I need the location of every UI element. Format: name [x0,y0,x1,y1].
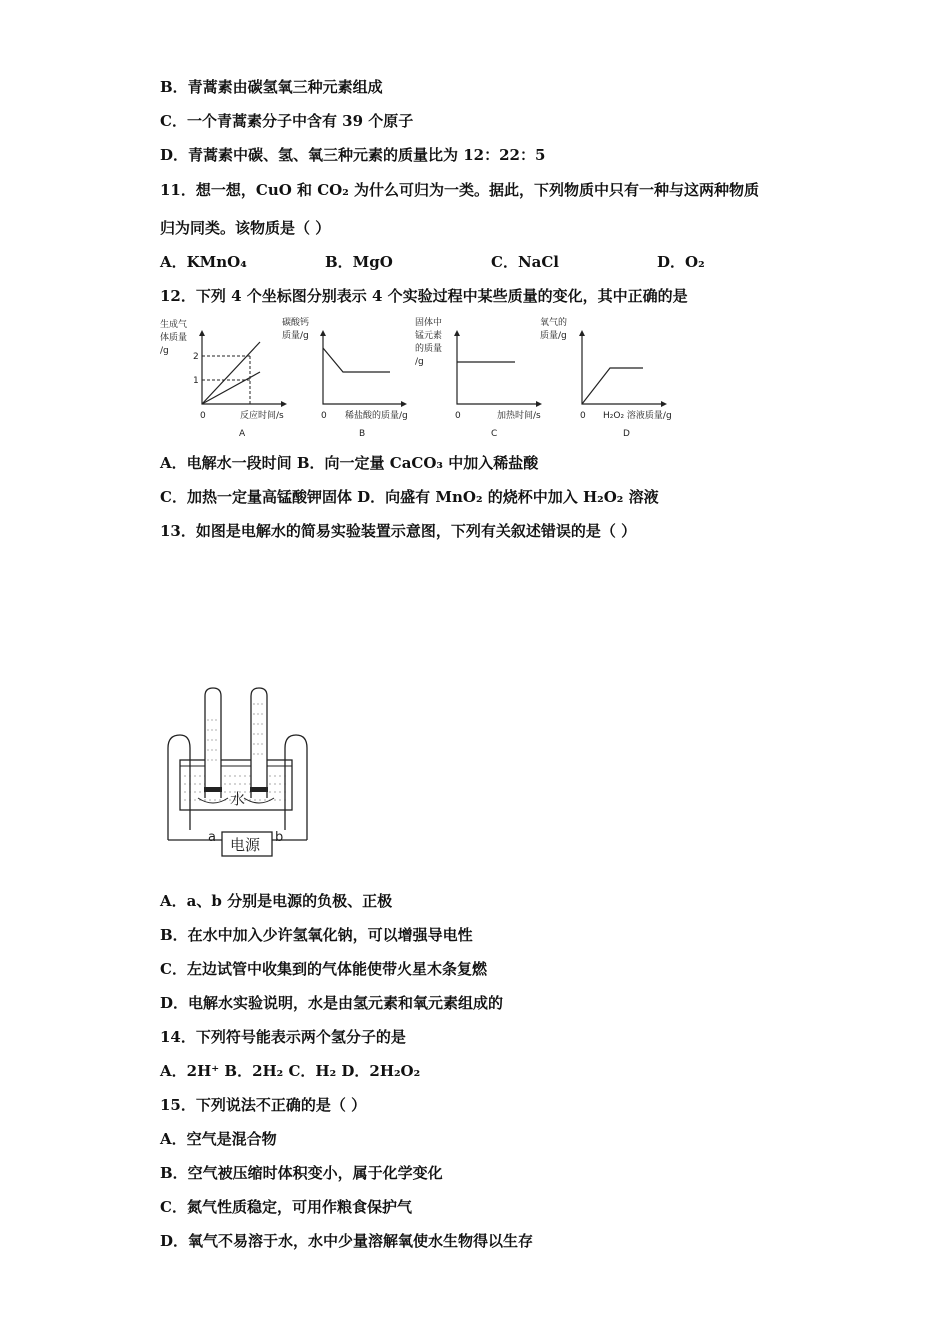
graph-d-xlabel: H₂O₂ 溶液质量/g [603,411,672,421]
q11-option-a: A．KMnO₄ [160,253,247,271]
q15-option-c: C．氮气性质稳定，可用作粮食保护气 [160,1198,412,1216]
q11-option-b: B．MgO [325,253,393,271]
q10-option-c: C．一个青蒿素分子中含有 39 个原子 [160,112,414,130]
q11-option-c: C．NaCl [491,253,560,271]
graph-c-ylabel-3: 的质量 [415,344,443,354]
q12-options-cd: C．加热一定量高锰酸钾固体 D．向盛有 MnO₂ 的烧杯中加入 H₂O₂ 溶液 [160,488,659,506]
graph-b-letter: B [359,429,366,439]
q15-option-d: D．氧气不易溶于水，水中少量溶解氧使水生物得以生存 [160,1232,534,1250]
graph-c-xlabel: 加热时间/s [497,411,541,421]
graph-a-axes [202,332,285,404]
graph-d-curve [582,368,643,404]
graph-b-curve [323,348,390,372]
q14-options: A．2H⁺ B．2H₂ C．H₂ D．2H₂O₂ [160,1062,421,1080]
q15-option-b: B．空气被压缩时体积变小，属于化学变化 [160,1164,443,1182]
q15-option-a: A．空气是混合物 [160,1130,277,1148]
graph-c-ylabel-1: 固体中 [415,318,443,328]
graph-c-axes [457,332,540,404]
graph-a-ylabel-3: /g [160,346,169,356]
graph-a [160,318,287,439]
q12-options-ab: A．电解水一段时间 B．向一定量 CaCO₃ 中加入稀盐酸 [160,454,539,472]
q13-option-c: C．左边试管中收集到的气体能使带火星木条复燃 [160,960,487,978]
q13-option-a: A．a、b 分别是电源的负极、正极 [160,892,393,910]
q12-stem: 12．下列 4 个坐标图分别表示 4 个实验过程中某些质量的变化，其中正确的是 [160,287,688,305]
q13-option-b: B．在水中加入少许氢氧化钠，可以增强导电性 [160,926,473,944]
q12-graphs-figure [155,312,695,442]
graph-b-xlabel: 稀盐酸的质量/g [345,411,408,421]
graph-a-tick-1: 1 [193,376,199,386]
graph-c-origin: 0 [455,411,461,421]
graph-a-xlabel: 反应时间/s [240,411,284,421]
q11-option-d: D．O₂ [657,253,705,271]
terminal-b-label: b [275,830,284,845]
q10-option-d: D．青蒿素中碳、氢、氧三种元素的质量比为 12：22：5 [160,146,546,164]
graph-b-ylabel-1: 碳酸钙 [282,318,310,328]
graph-b [282,316,408,439]
q10-option-b: B．青蒿素由碳氢氧三种元素组成 [160,78,383,96]
graph-a-line-2 [202,372,260,404]
graph-c-letter: C [491,429,498,439]
graph-c [415,316,542,439]
q13-stem: 13．如图是电解水的简易实验装置示意图，下列有关叙述错误的是（ ） [160,522,637,540]
terminal-a-label: a [208,830,216,845]
graph-d [540,316,672,439]
graph-b-axes [323,332,405,404]
graph-a-line-1 [202,342,260,404]
graph-b-origin: 0 [321,411,327,421]
graph-a-ylabel-2: 体质量 [160,333,188,343]
electrolysis-apparatus-figure [160,680,320,865]
water-label: 水 [230,790,246,808]
graph-a-tick-2: 2 [193,352,199,362]
graph-a-ylabel-1: 生成气 [160,320,188,330]
q11-stem-line2: 归为同类。该物质是（ ） [160,219,331,237]
graph-d-ylabel-1: 氧气的 [540,318,568,328]
q15-stem: 15．下列说法不正确的是（ ） [160,1096,367,1114]
graph-b-ylabel-2: 质量/g [282,331,309,341]
graph-d-ylabel-2: 质量/g [540,331,567,341]
graph-d-origin: 0 [580,411,586,421]
q14-stem: 14．下列符号能表示两个氢分子的是 [160,1028,406,1046]
graph-d-letter: D [623,429,630,439]
q13-option-d: D．电解水实验说明，水是由氢元素和氧元素组成的 [160,994,504,1012]
graph-a-letter: A [239,429,246,439]
graph-c-ylabel-2: 锰元素 [415,331,443,341]
q11-stem-line1: 11．想一想，CuO 和 CO₂ 为什么可归为一类。据此，下列物质中只有一种与这两种物质 [160,181,760,199]
power-source-label: 电源 [230,836,261,854]
graph-c-ylabel-4: /g [415,357,424,367]
graph-a-origin: 0 [200,411,206,421]
